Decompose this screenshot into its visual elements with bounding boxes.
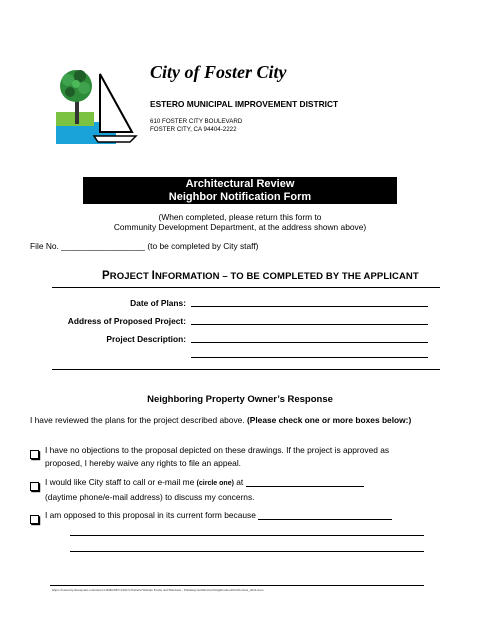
- address-line-2: FOSTER CITY, CA 94404-2222: [150, 126, 237, 133]
- date-of-plans-field[interactable]: [191, 306, 428, 307]
- opposed-reason-field-1[interactable]: [258, 510, 392, 520]
- project-description-label: Project Description:: [106, 334, 186, 344]
- response-intro: I have reviewed the plans for the project described above. (Please check one or more boxes below:): [30, 415, 412, 425]
- contact-info-field[interactable]: [246, 477, 364, 487]
- project-description-field-2[interactable]: [191, 357, 428, 358]
- opposed-checkbox[interactable]: [30, 511, 39, 529]
- city-logo: [56, 66, 146, 152]
- file-number: File No. __________________ (to be completed by City staff): [30, 241, 259, 251]
- district-name: ESTERO MUNICIPAL IMPROVEMENT DISTRICT: [150, 99, 339, 109]
- opposed-text: I am opposed to this proposal in its current form because: [45, 509, 435, 522]
- form-title: [83, 177, 397, 204]
- response-heading: Neighboring Property Owner’s Response: [147, 394, 333, 405]
- city-name: City of Foster City: [150, 62, 287, 82]
- footer-divider: [50, 585, 424, 586]
- date-of-plans-label: Date of Plans:: [130, 298, 186, 308]
- section-divider-bottom: [52, 369, 440, 370]
- project-address-field[interactable]: [191, 324, 428, 325]
- footer-file-path: https://fostercity.sharepoint.com/sites/COMM/DEV/DOCS/Website/Website Forms and Handouts - Planning/ArchReviewNeighborhoodNotification_2024.docx: [52, 588, 264, 592]
- section-divider-top: [52, 287, 440, 288]
- form-title-line-1: Architectural Review: [185, 178, 295, 190]
- address-line-1: 610 FOSTER CITY BOULEVARD: [150, 118, 243, 125]
- project-address-label: Address of Proposed Project:: [67, 316, 186, 326]
- project-description-field-1[interactable]: [191, 342, 428, 343]
- no-objection-text: I have no objections to the proposal depicted on these drawings. If the project is approved as proposed, I hereby waive any rights to file an appeal.: [45, 445, 390, 468]
- instructions-line-2: Community Development Department, at the address shown above): [113, 222, 367, 232]
- project-section-heading: PROJECT INFORMATION – TO BE COMPLETED BY THE APPLICANT: [102, 270, 419, 282]
- no-objection-checkbox[interactable]: [30, 446, 39, 464]
- opposed-reason-field-2[interactable]: [70, 535, 424, 536]
- instructions-line-1: (When completed, please return this form to: [158, 212, 322, 222]
- contact-me-text: I would like City staff to call or e-mail me (circle one) at (daytime phone/e-mail address) to discuss my concerns.: [45, 476, 435, 503]
- opposed-reason-field-3[interactable]: [70, 551, 424, 552]
- form-title-line-2: Neighbor Notification Form: [168, 190, 312, 203]
- contact-me-checkbox[interactable]: [30, 478, 39, 496]
